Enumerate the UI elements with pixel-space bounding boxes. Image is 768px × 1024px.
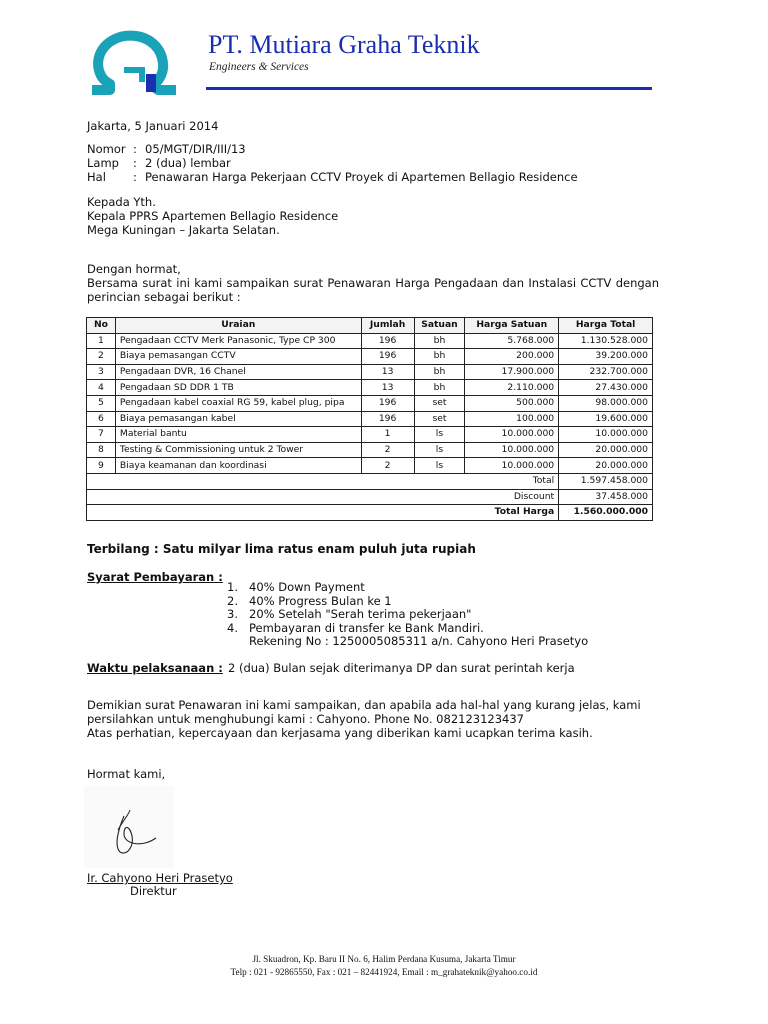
row-total-price: 10.000.000 [559, 427, 653, 443]
grand-total-value: 1.560.000.000 [559, 505, 653, 521]
row-unit: ls [414, 458, 465, 474]
payment-item-text: 40% Down Payment [249, 580, 365, 594]
discount-label: Discount [87, 489, 559, 505]
row-no: 9 [87, 458, 116, 474]
table-row [87, 349, 653, 365]
row-no: 7 [87, 427, 116, 443]
payment-item-number: 4. [227, 621, 238, 635]
row-quantity: 2 [361, 458, 414, 474]
row-unit-price: 100.000 [465, 411, 559, 427]
col-header: Jumlah [361, 318, 414, 334]
row-quantity: 13 [361, 380, 414, 396]
payment-item [227, 607, 471, 621]
footer-contact: Telp : 021 - 92865550, Fax : 021 – 82441924, Email : m_grahateknik@yahoo.co.id [230, 967, 538, 977]
row-total-price: 20.000.000 [559, 458, 653, 474]
header-divider [206, 87, 652, 90]
table-row [87, 458, 653, 474]
row-description: Biaya keamanan dan koordinasi [115, 458, 361, 474]
row-unit: set [414, 395, 465, 411]
total-label: Total [87, 473, 559, 489]
signer-title: Direktur [130, 884, 177, 898]
payment-terms-title: Syarat Pembayaran : [87, 570, 223, 584]
table-header-row [87, 318, 653, 334]
row-description: Material bantu [115, 427, 361, 443]
meta-value: Penawaran Harga Pekerjaan CCTV Proyek di Apartemen Bellagio Residence [145, 170, 578, 184]
table-row [87, 364, 653, 380]
row-quantity: 196 [361, 349, 414, 365]
row-unit-price: 5.768.000 [465, 333, 559, 349]
row-no: 1 [87, 333, 116, 349]
total-value: 1.597.458.000 [559, 473, 653, 489]
company-tagline: Engineers & Services [209, 61, 309, 73]
table-row [87, 427, 653, 443]
timeline-title: Waktu pelaksanaan : [87, 661, 223, 675]
company-logo [86, 24, 182, 98]
recipient-line: Kepada Yth. [87, 195, 156, 209]
meta-lamp: Lamp : 2 (dua) lembar [87, 156, 231, 170]
meta-value: 2 (dua) lembar [145, 156, 231, 170]
grand-total-row [87, 505, 653, 521]
payment-item-text: Pembayaran di transfer ke Bank Mandiri. [249, 621, 484, 635]
closing-text: Demikian surat Penawaran ini kami sampaikan, dan apabila ada hal-hal yang kurang jelas, kami persilahkan untuk menghubungi kami : Cahyono. Phone No. 082123123437 [87, 698, 641, 726]
row-no: 6 [87, 411, 116, 427]
row-quantity: 196 [361, 333, 414, 349]
row-description: Pengadaan CCTV Merk Panasonic, Type CP 300 [115, 333, 361, 349]
row-unit: set [414, 411, 465, 427]
amount-in-words: Terbilang : Satu milyar lima ratus enam puluh juta rupiah [87, 542, 476, 556]
row-no: 4 [87, 380, 116, 396]
signer-name: Ir. Cahyono Heri Prasetyo [87, 871, 233, 885]
meta-hal: Hal : Penawaran Harga Pekerjaan CCTV Proyek di Apartemen Bellagio Residence [87, 170, 578, 184]
company-name: PT. Mutiara Graha Teknik [208, 30, 480, 59]
row-no: 5 [87, 395, 116, 411]
row-unit: bh [414, 349, 465, 365]
row-unit-price: 10.000.000 [465, 427, 559, 443]
payment-item [227, 621, 484, 635]
row-total-price: 39.200.000 [559, 349, 653, 365]
row-total-price: 20.000.000 [559, 442, 653, 458]
row-unit-price: 500.000 [465, 395, 559, 411]
payment-item-number: 3. [227, 607, 238, 621]
row-quantity: 196 [361, 411, 414, 427]
payment-item-number: 2. [227, 594, 238, 608]
row-total-price: 19.600.000 [559, 411, 653, 427]
row-unit-price: 10.000.000 [465, 458, 559, 474]
row-unit-price: 17.900.000 [465, 364, 559, 380]
row-description: Pengadaan DVR, 16 Chanel [115, 364, 361, 380]
row-quantity: 13 [361, 364, 414, 380]
recipient-line: Kepala PPRS Apartemen Bellagio Residence [87, 209, 339, 223]
row-quantity: 196 [361, 395, 414, 411]
timeline-text: 2 (dua) Bulan sejak diterimanya DP dan surat perintah kerja [228, 661, 575, 675]
col-header: Harga Total [559, 318, 653, 334]
payment-item-text: 20% Setelah "Serah terima pekerjaan" [249, 607, 472, 621]
signature-image [84, 786, 174, 868]
total-row [87, 473, 653, 489]
letter-date: Jakarta, 5 Januari 2014 [87, 119, 219, 133]
table-row [87, 411, 653, 427]
discount-row [87, 489, 653, 505]
greeting: Dengan hormat, [87, 262, 181, 276]
row-unit: ls [414, 427, 465, 443]
row-total-price: 98.000.000 [559, 395, 653, 411]
row-description: Pengadaan kabel coaxial RG 59, kabel plug, pipa [115, 395, 361, 411]
table-row [87, 442, 653, 458]
row-description: Pengadaan SD DDR 1 TB [115, 380, 361, 396]
closing-paragraph [87, 698, 667, 740]
row-unit-price: 2.110.000 [465, 380, 559, 396]
row-no: 3 [87, 364, 116, 380]
row-unit: bh [414, 333, 465, 349]
col-header: Uraian [115, 318, 361, 334]
table-row [87, 333, 653, 349]
row-total-price: 27.430.000 [559, 380, 653, 396]
meta-label: Nomor [87, 142, 126, 156]
row-unit-price: 10.000.000 [465, 442, 559, 458]
row-unit: bh [414, 380, 465, 396]
discount-value: 37.458.000 [559, 489, 653, 505]
grand-total-label: Total Harga [87, 505, 559, 521]
row-description: Biaya pemasangan CCTV [115, 349, 361, 365]
row-unit: bh [414, 364, 465, 380]
row-description: Biaya pemasangan kabel [115, 411, 361, 427]
price-table [86, 317, 653, 521]
meta-label: Lamp [87, 156, 119, 170]
meta-nomor: Nomor : 05/MGT/DIR/III/13 [87, 142, 246, 156]
recipient-line: Mega Kuningan – Jakarta Selatan. [87, 223, 280, 237]
col-header: Satuan [414, 318, 465, 334]
row-description: Testing & Commissioning untuk 2 Tower [115, 442, 361, 458]
footer-address: Jl. Skuadron, Kp. Baru II No. 6, Halim Perdana Kusuma, Jakarta Timur [252, 954, 516, 964]
meta-label: Hal [87, 170, 106, 184]
row-quantity: 2 [361, 442, 414, 458]
row-no: 8 [87, 442, 116, 458]
payment-item-text: 40% Progress Bulan ke 1 [249, 594, 392, 608]
row-quantity: 1 [361, 427, 414, 443]
sign-off: Hormat kami, [87, 767, 166, 781]
thanks-text: Atas perhatian, kepercayaan dan kerjasama yang diberikan kami ucapkan terima kasih. [87, 726, 593, 740]
payment-item [227, 594, 392, 608]
table-row [87, 380, 653, 396]
col-header: No [87, 318, 116, 334]
table-row [87, 395, 653, 411]
row-total-price: 232.700.000 [559, 364, 653, 380]
intro-paragraph: Bersama surat ini kami sampaikan surat Penawaran Harga Pengadaan dan Instalasi CCTV dengan perincian sebagai berikut : [87, 276, 659, 304]
row-unit-price: 200.000 [465, 349, 559, 365]
bank-account: Rekening No : 1250005085311 a/n. Cahyono Heri Prasetyo [249, 634, 589, 648]
payment-item-number: 1. [227, 580, 238, 594]
row-no: 2 [87, 349, 116, 365]
row-unit: ls [414, 442, 465, 458]
meta-value: 05/MGT/DIR/III/13 [145, 142, 246, 156]
row-total-price: 1.130.528.000 [559, 333, 653, 349]
payment-item [227, 580, 365, 594]
col-header: Harga Satuan [465, 318, 559, 334]
